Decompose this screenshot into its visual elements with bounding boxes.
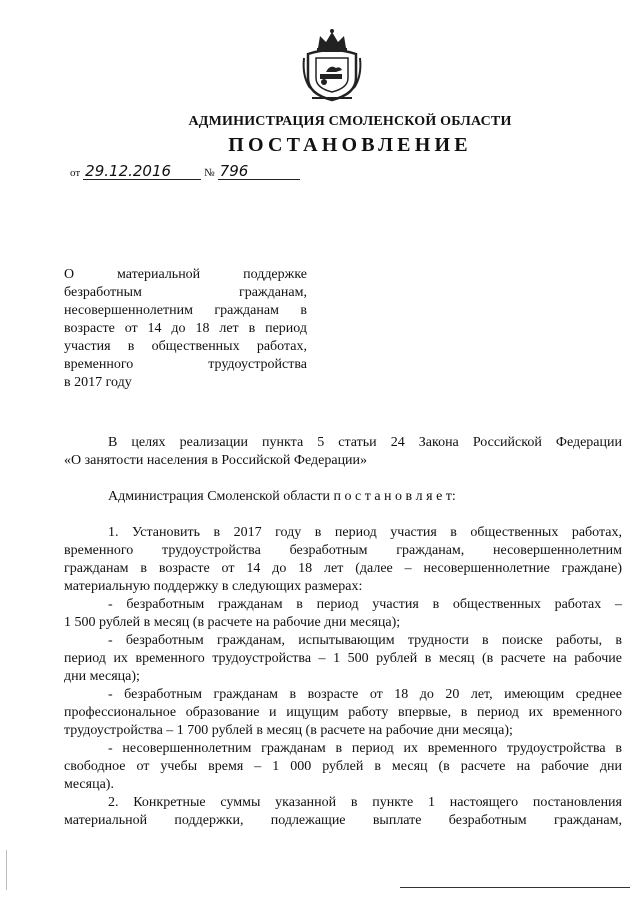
subject-line: участия в общественных работах, <box>64 339 307 354</box>
clause-line: профессиональное образование и ищущим работу впервые, в период их временного <box>64 705 622 720</box>
subject-line: в 2017 году <box>64 375 132 390</box>
document-type-title: ПОСТАНОВЛЕНИЕ <box>228 134 472 156</box>
clause-line: материальную поддержку в следующих размерах: <box>64 579 363 594</box>
clause-line: временного трудоустройства безработным гражданам, несовершеннолетним <box>64 543 622 558</box>
date-label: от <box>70 167 81 179</box>
handwritten-date: 29.12.2016 <box>83 164 201 180</box>
footer-rule <box>400 887 630 888</box>
smolensk-coat-of-arms-icon <box>300 28 364 104</box>
resolve-text: Администрация Смоленской области <box>108 489 334 504</box>
clause-line: материальной поддержки, подлежащие выплате безработным гражданам, <box>64 813 622 828</box>
clause-line: - несовершеннолетним гражданам в период их временного трудоустройства в <box>108 741 622 756</box>
clause-line: - безработным гражданам в возрасте от 18 до 20 лет, имеющим среднее <box>108 687 622 702</box>
subject-line: возрасте от 14 до 18 лет в период <box>64 321 307 336</box>
registration-line <box>70 164 300 180</box>
scan-margin-mark <box>6 850 7 890</box>
resolve-line <box>64 488 622 506</box>
number-label: № <box>204 167 215 179</box>
clause-line: трудоустройства – 1 700 рублей в месяц (в расчете на рабочие дни месяца); <box>64 723 513 738</box>
clause-line: 2. Конкретные суммы указанной в пункте 1 настоящего постановления <box>108 795 622 810</box>
subject-line: временного трудоустройства <box>64 357 307 372</box>
clause-line: 1. Установить в 2017 году в период участия в общественных работах, <box>108 525 622 540</box>
clause-line: свободное от учебы время – 1 000 рублей в месяц (в расчете на рабочие дни <box>64 759 622 774</box>
preamble-line: «О занятости населения в Российской Федерации» <box>64 453 368 468</box>
clause-line: период их временного трудоустройства – 1 500 рублей в месяц (в расчете на рабочие <box>64 651 622 666</box>
clause-line: 1 500 рублей в месяц (в расчете на рабочие дни месяца); <box>64 615 401 630</box>
organization-title: АДМИНИСТРАЦИЯ СМОЛЕНСКОЙ ОБЛАСТИ <box>188 114 512 129</box>
clause-line: - безработным гражданам в период участия в общественных работах – <box>108 597 622 612</box>
document-subject <box>64 266 307 392</box>
clause-line: - безработным гражданам, испытывающим трудности в поиске работы, в <box>108 633 622 648</box>
handwritten-number: 796 <box>218 164 300 180</box>
clause-line: гражданам в возрасте от 14 до 18 лет (далее – несовершеннолетние граждане) <box>64 561 622 576</box>
subject-line: безработным гражданам, <box>64 285 307 300</box>
preamble-line: В целях реализации пункта 5 статьи 24 Закона Российской Федерации <box>108 435 622 450</box>
clause-line: дни месяца); <box>64 669 140 684</box>
resolve-word: п о с т а н о в л я е т: <box>333 489 456 504</box>
subject-line: несовершеннолетним гражданам в <box>64 303 307 318</box>
clause-line: месяца). <box>64 777 114 792</box>
subject-line: О материальной поддержке <box>64 267 307 282</box>
document-body <box>64 434 622 830</box>
